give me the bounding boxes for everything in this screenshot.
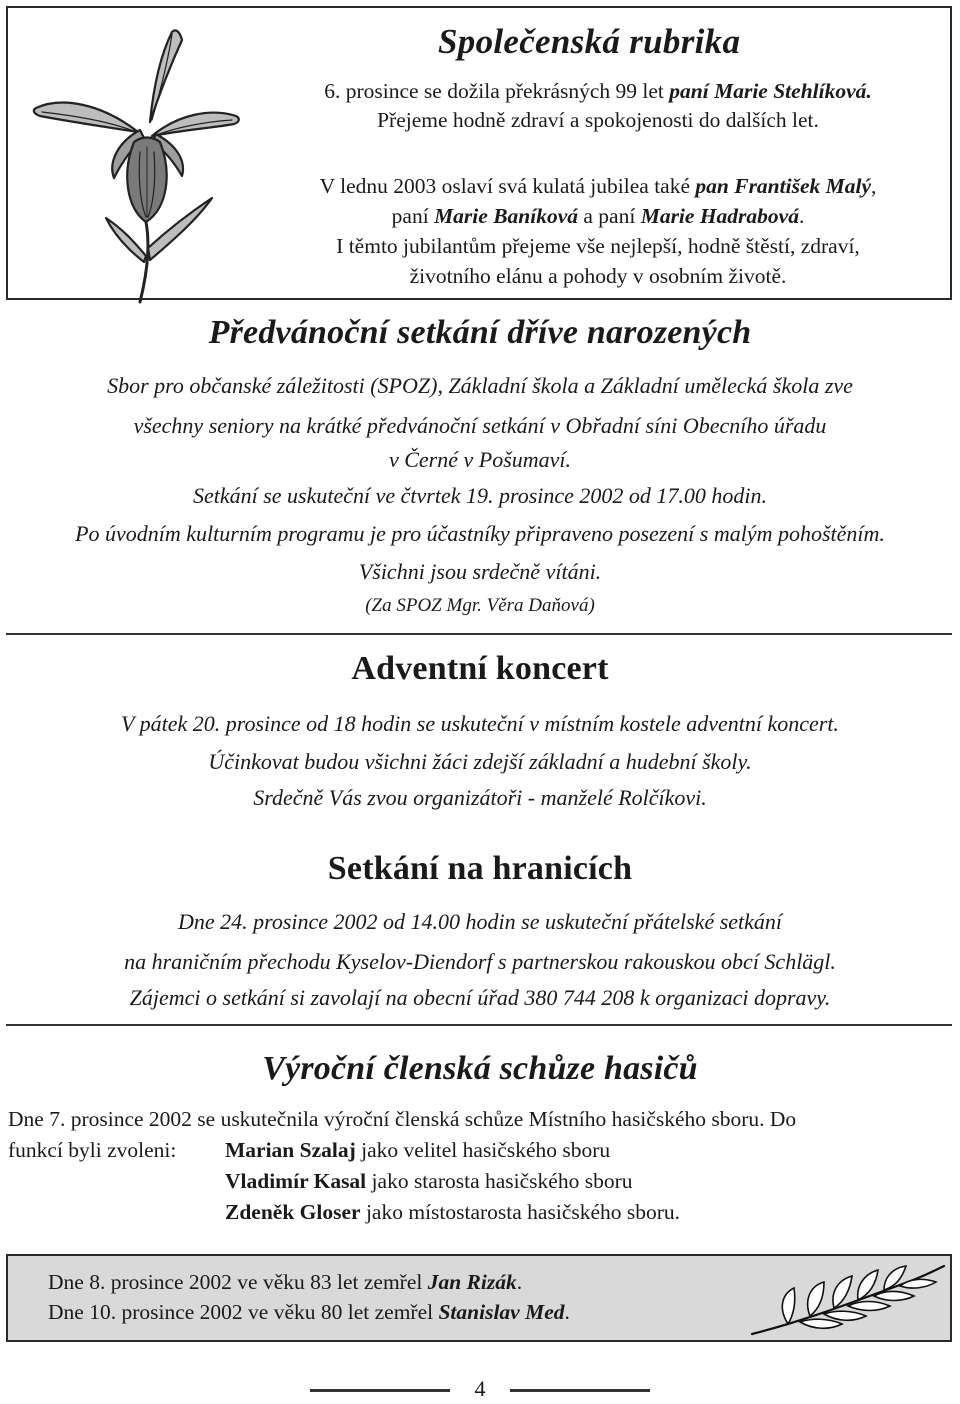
text: funkcí byli zvoleni: <box>8 1138 177 1162</box>
firefighters-intro: Dne 7. prosince 2002 se uskutečnila výroční členská schůze Místního hasičského sboru. Do <box>8 1107 797 1131</box>
person-name: Marie Baníková <box>434 204 579 228</box>
obituary-box <box>6 1254 952 1342</box>
obituary-line <box>48 1298 570 1326</box>
section-divider <box>6 1024 952 1026</box>
jubilee-line-4: životního elánu a pohody v osobním životě. <box>409 264 787 288</box>
jubilee-line-2 <box>248 203 948 230</box>
footer-rule-left <box>310 1389 450 1392</box>
text: Dne 8. prosince 2002 ve věku 83 let zemřel <box>48 1270 428 1294</box>
orchid-illustration-icon <box>22 12 242 304</box>
text: 6. prosince se dožila překrásných 99 let <box>324 79 670 103</box>
page-number: 4 <box>474 1376 486 1401</box>
society-column-title: Společenská rubrika <box>438 22 741 61</box>
christmas-meeting-line: Všichni jsou srdečně vítáni. <box>358 559 602 584</box>
border-meeting-title: Setkání na hranicích <box>327 850 633 887</box>
text: . <box>516 1270 523 1294</box>
christmas-meeting-title: Předvánoční setkání dříve narozených <box>208 314 752 351</box>
christmas-meeting-line: Po úvodním kulturním programu je pro účastníky připraveno posezení s malým pohoštěním. <box>75 521 885 546</box>
person-name: paní Marie Stehlíková. <box>669 79 872 103</box>
birthday-line-2: Přejeme hodně zdraví a spokojenosti do dalších let. <box>377 108 819 132</box>
section-divider <box>6 633 952 635</box>
advent-concert-line: Srdečně Vás zvou organizátoři - manželé Rolčíkovi. <box>253 785 707 810</box>
person-name: pan František Malý <box>695 174 872 198</box>
laurel-branch-icon <box>748 1260 948 1338</box>
border-meeting-line: Dne 24. prosince 2002 od 14.00 hodin se uskuteční přátelské setkání <box>177 909 783 934</box>
birthday-line-1 <box>248 78 948 105</box>
text: Dne 10. prosince 2002 ve věku 80 let zemřel <box>48 1300 439 1324</box>
text: V lednu 2003 oslaví svá kulatá jubilea také <box>319 174 696 198</box>
christmas-meeting-line: Setkání se uskuteční ve čtvrtek 19. prosince 2002 od 17.00 hodin. <box>192 483 768 508</box>
person-name: Marie Hadrabová <box>640 204 799 228</box>
elected-member <box>225 1197 680 1228</box>
advent-concert-line: V pátek 20. prosince od 18 hodin se uskuteční v místním kostele adventní koncert. <box>121 711 839 736</box>
member-role: jako starosta hasičského sboru <box>366 1169 633 1193</box>
society-column-box <box>6 6 952 300</box>
footer-rule-right <box>510 1389 650 1392</box>
text: paní <box>391 204 435 228</box>
person-name: Stanislav Med <box>438 1300 565 1324</box>
text: , <box>871 174 877 198</box>
elected-member <box>225 1166 632 1197</box>
christmas-meeting-line: v Černé v Pošumaví. <box>388 447 572 472</box>
christmas-meeting-signature: (Za SPOZ Mgr. Věra Daňová) <box>365 595 595 616</box>
elected-member <box>225 1135 610 1166</box>
christmas-meeting-line: Sbor pro občanské záležitosti (SPOZ), Základní škola a Základní umělecká škola zve <box>107 373 853 398</box>
obituary-line <box>48 1268 522 1296</box>
border-meeting-line: na hraničním přechodu Kyselov-Diendorf s partnerskou rakouskou obcí Schlägl. <box>124 949 836 974</box>
person-name: Jan Rizák <box>427 1270 517 1294</box>
text: . <box>564 1300 570 1324</box>
firefighters-meeting-title: Výroční členská schůze hasičů <box>262 1050 698 1087</box>
member-role: jako velitel hasičského sboru <box>355 1138 611 1162</box>
advent-concert-line: Účinkovat budou všichni žáci zdejší základní a hudební školy. <box>208 749 752 774</box>
christmas-meeting-line: všechny seniory na krátké předvánoční setkání v Obřadní síni Obecního úřadu <box>133 413 827 438</box>
member-name: Marian Szalaj <box>225 1138 356 1162</box>
member-name: Zdeněk Gloser <box>225 1200 361 1224</box>
text: . <box>798 204 805 228</box>
border-meeting-line: Zájemci o setkání si zavolají na obecní úřad 380 744 208 k organizaci dopravy. <box>129 985 831 1010</box>
text: a paní <box>578 204 641 228</box>
member-name: Vladimír Kasal <box>225 1169 367 1193</box>
member-role: jako místostarosta hasičského sboru. <box>360 1200 681 1224</box>
advent-concert-title: Adventní koncert <box>351 650 609 687</box>
jubilee-line-3: I těmto jubilantům přejeme vše nejlepší, hodně štěstí, zdraví, <box>336 234 860 258</box>
jubilee-line-1 <box>248 173 948 200</box>
